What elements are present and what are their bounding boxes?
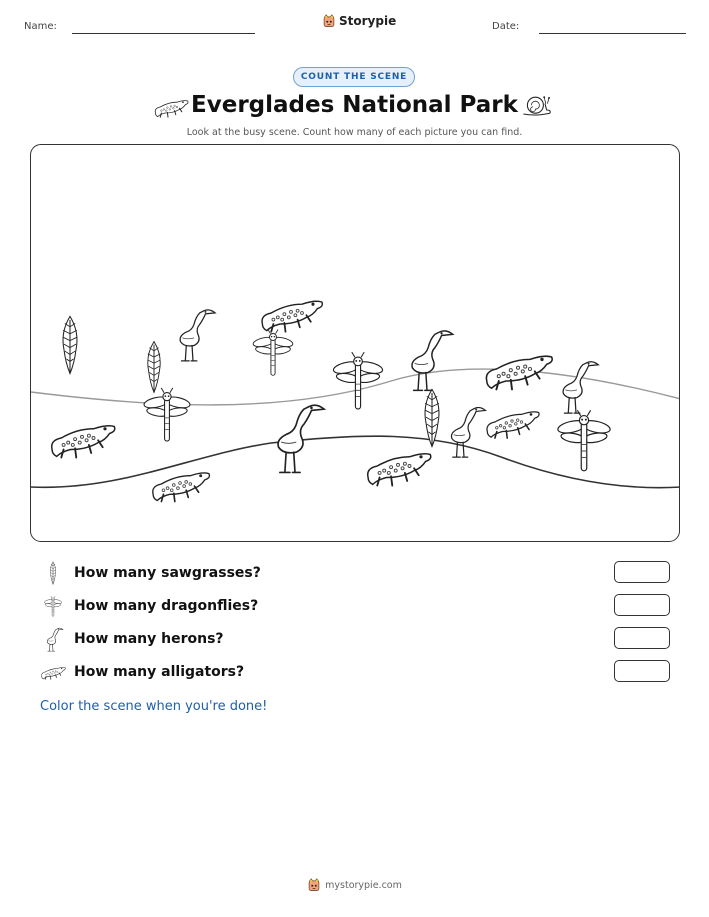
question-text: How many sawgrasses? xyxy=(74,565,261,581)
alligator-icon xyxy=(40,663,66,681)
sawgrass-2 xyxy=(148,342,160,393)
question-alligator xyxy=(40,660,670,684)
sawgrass-1 xyxy=(63,316,77,373)
color-instruction: Color the scene when you're done! xyxy=(40,699,268,714)
question-text: How many alligators? xyxy=(74,664,245,680)
storypie-logo-icon xyxy=(307,878,321,892)
dragonfly-1 xyxy=(252,330,293,376)
answer-box-dragonfly[interactable] xyxy=(614,594,670,616)
question-dragonfly xyxy=(40,594,670,618)
heron-2 xyxy=(412,331,453,391)
snail-icon xyxy=(521,94,553,118)
brand-name: Storypie xyxy=(339,14,397,28)
storypie-logo-icon xyxy=(322,14,336,28)
sawgrass-3 xyxy=(425,389,439,446)
count-scene xyxy=(30,144,680,542)
alligator-3 xyxy=(153,473,210,502)
answer-box-alligator[interactable] xyxy=(614,660,670,682)
name-label: Name: xyxy=(24,21,57,32)
dragonfly-4 xyxy=(557,410,611,471)
alligator-1 xyxy=(262,301,322,331)
date-line[interactable] xyxy=(539,33,686,34)
dragonfly-2 xyxy=(332,352,383,409)
footer-url: mystorypie.com xyxy=(325,879,402,891)
question-heron xyxy=(40,627,670,651)
sawgrass-icon xyxy=(47,561,59,585)
page-subtitle: Look at the busy scene. Count how many of each picture you can find. xyxy=(186,127,523,138)
date-label: Date: xyxy=(492,21,520,32)
footer xyxy=(0,878,709,892)
count-the-scene-badge: COUNT THE SCENE xyxy=(293,67,415,87)
answer-box-heron[interactable] xyxy=(614,627,670,649)
heron-5 xyxy=(563,362,598,413)
answer-box-sawgrass[interactable] xyxy=(614,561,670,583)
question-text: How many dragonflies? xyxy=(74,598,259,614)
brand-logo xyxy=(322,14,396,28)
question-text: How many herons? xyxy=(74,631,224,647)
alligator-6 xyxy=(487,412,539,438)
question-sawgrass xyxy=(40,561,670,585)
page-title: Everglades National Park xyxy=(191,92,518,118)
scene-illustration xyxy=(31,145,680,542)
alligator-2 xyxy=(52,426,115,458)
name-line[interactable] xyxy=(72,33,255,34)
heron-1 xyxy=(180,310,215,361)
dragonfly-icon xyxy=(40,595,66,617)
dragonfly-3 xyxy=(143,388,191,441)
alligator-4 xyxy=(368,454,431,486)
heron-icon xyxy=(42,626,64,652)
